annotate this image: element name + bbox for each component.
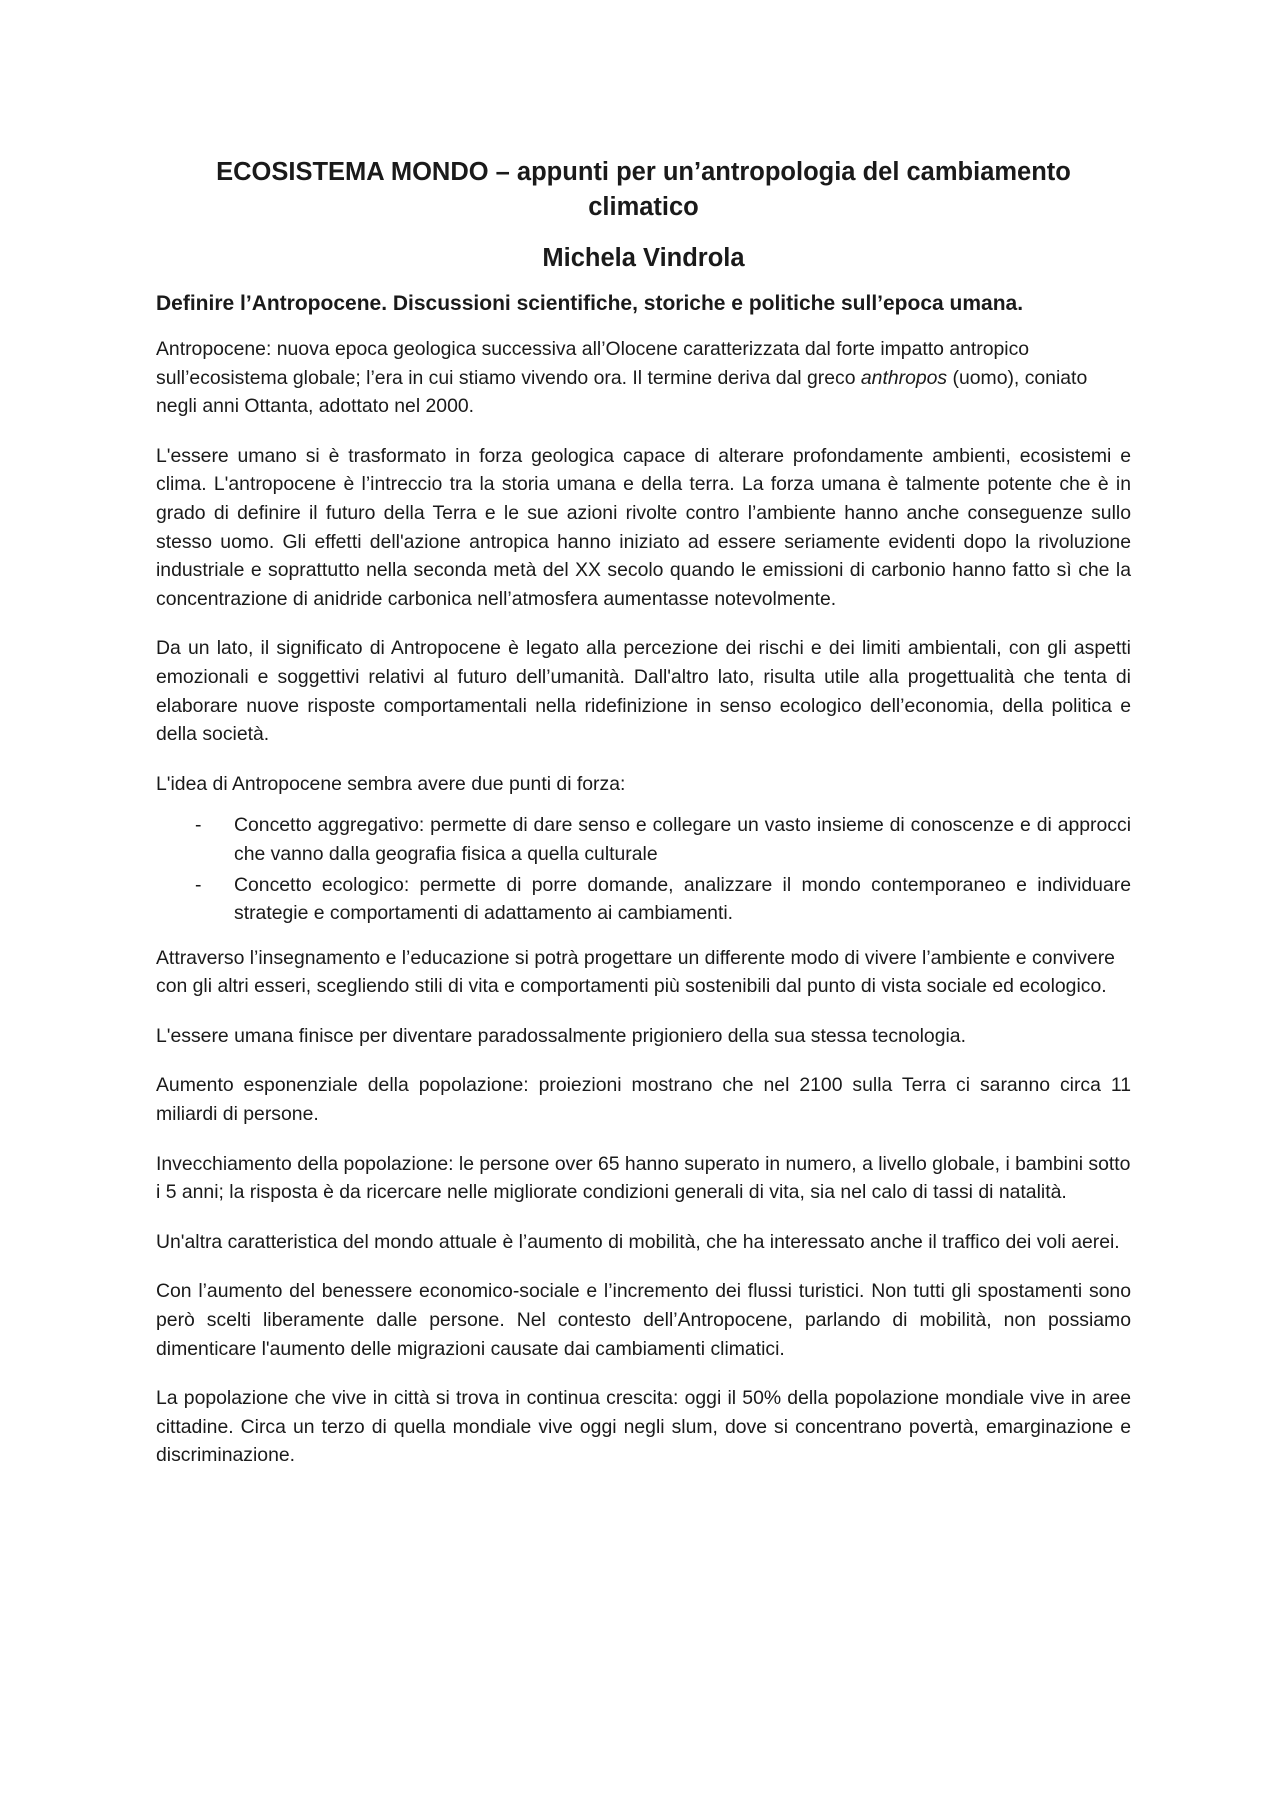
paragraph-population-growth: Aumento esponenziale della popolazione: proiezioni mostrano che nel 2100 sulla Terra ci saranno circa 11 miliardi di persone. [156,1074,1131,1126]
paragraph-migrations: Con l’aumento del benessere economico-sociale e l’incremento dei flussi turistici. Non tutti gli spostamenti sono però scelti liberamente dalle persone. Nel contesto dell’Antropocene, parlando di mobilità, non possiamo dimenticare l'aumento delle migrazioni causate dai cambiamenti climatici. [156,1280,1131,1360]
list-bullet: - [195,873,202,896]
paragraph-aging: Invecchiamento della popolazione: le persone over 65 hanno superato in numero, a livello globale, i bambini sotto i 5 anni; la risposta è da ricercare nelle migliorate condizioni generali di vita, sia nel calo di tassi di natalità. [156,1152,1131,1204]
italic-term: anthropos [860,366,948,389]
list-item-text: Concetto aggregativo: permette di dare senso e collegare un vasto insieme di conoscenze e di approcci che vanno dalla geografia fisica a quella culturale [234,814,1131,865]
paragraph-education: Attraverso l’insegnamento e l’educazione si potrà progettare un differente modo di vivere l’ambiente e convivere con gli altri esseri, scegliendo stili di vita e comportamenti più sostenibili dal punto di vista sociale ed ecologico. [156,946,1115,998]
paragraph-geological-force: L'essere umano si è trasformato in forza geologica capace di alterare profondamente ambienti, ecosistemi e clima. L'antropocene è l’intreccio tra la storia umana e della terra. La forza umana è talmente potente che è in grado di definire il futuro della Terra e le sue azioni rivolte contro l’ambiente hanno anche conseguenze sullo stesso uomo. Gli effetti dell'azione antropica hanno iniziato ad essere seriamente evidenti dopo la rivoluzione industriale e soprattutto nella seconda metà del XX secolo quando le emissioni di carbonio hanno fatto sì che la concentrazione di anidride carbonica nell’atmosfera aumentasse notevolmente. [156,444,1131,610]
paragraph-strengths-intro: L'idea di Antropocene sembra avere due punti di forza: [156,772,626,795]
paragraph-meaning: Da un lato, il significato di Antropocene è legato alla percezione dei rischi e dei limiti ambientali, con gli aspetti emozionali e soggettivi relativi al futuro dell’umanità. Dall'altro lato, risulta utile alla progettualità che tenta di elaborare nuove risposte comportamentali nella ridefinizione in senso ecologico dell’economia, della politica e della società. [156,637,1131,746]
paragraph-antropocene-definition [156,335,1131,421]
paragraph-urbanization: La popolazione che vive in città si trova in continua crescita: oggi il 50% della popolazione mondiale vive in aree cittadine. Circa un terzo di quella mondiale vive oggi negli slum, dove si concentrano povertà, emarginazione e discriminazione. [156,1387,1131,1467]
paragraph-technology: L'essere umana finisce per diventare paradossalmente prigioniero della sua stessa tecnologia. [156,1024,966,1047]
list-item [156,871,1131,928]
document-title: ECOSISTEMA MONDO – appunti per un’antropologia del cambiamento climatico [216,158,1071,221]
document-author: Michela Vindrola [542,244,745,272]
list-item [156,811,1131,868]
paragraph-text: (uomo), coniato negli anni Ottanta, adottato nel 2000. [156,366,1088,418]
list-bullet: - [195,814,202,837]
list-item-text: Concetto ecologico: permette di porre domande, analizzare il mondo contemporaneo e individuare strategie e comportamenti di adattamento ai cambiamenti. [234,873,1131,925]
paragraph-text: Antropocene: nuova epoca geologica successiva all’Olocene caratterizzata dal forte impatto antropico sull’ecosistema globale; l’era in cui stiamo vivendo ora. Il termine deriva dal greco [156,338,1030,389]
strengths-list [156,811,1131,927]
section-heading: Definire l’Antropocene. Discussioni scientifiche, storiche e politiche sull’epoca umana. [156,292,1024,315]
paragraph-mobility: Un'altra caratteristica del mondo attuale è l’aumento di mobilità, che ha interessato anche il traffico dei voli aerei. [156,1230,1120,1253]
